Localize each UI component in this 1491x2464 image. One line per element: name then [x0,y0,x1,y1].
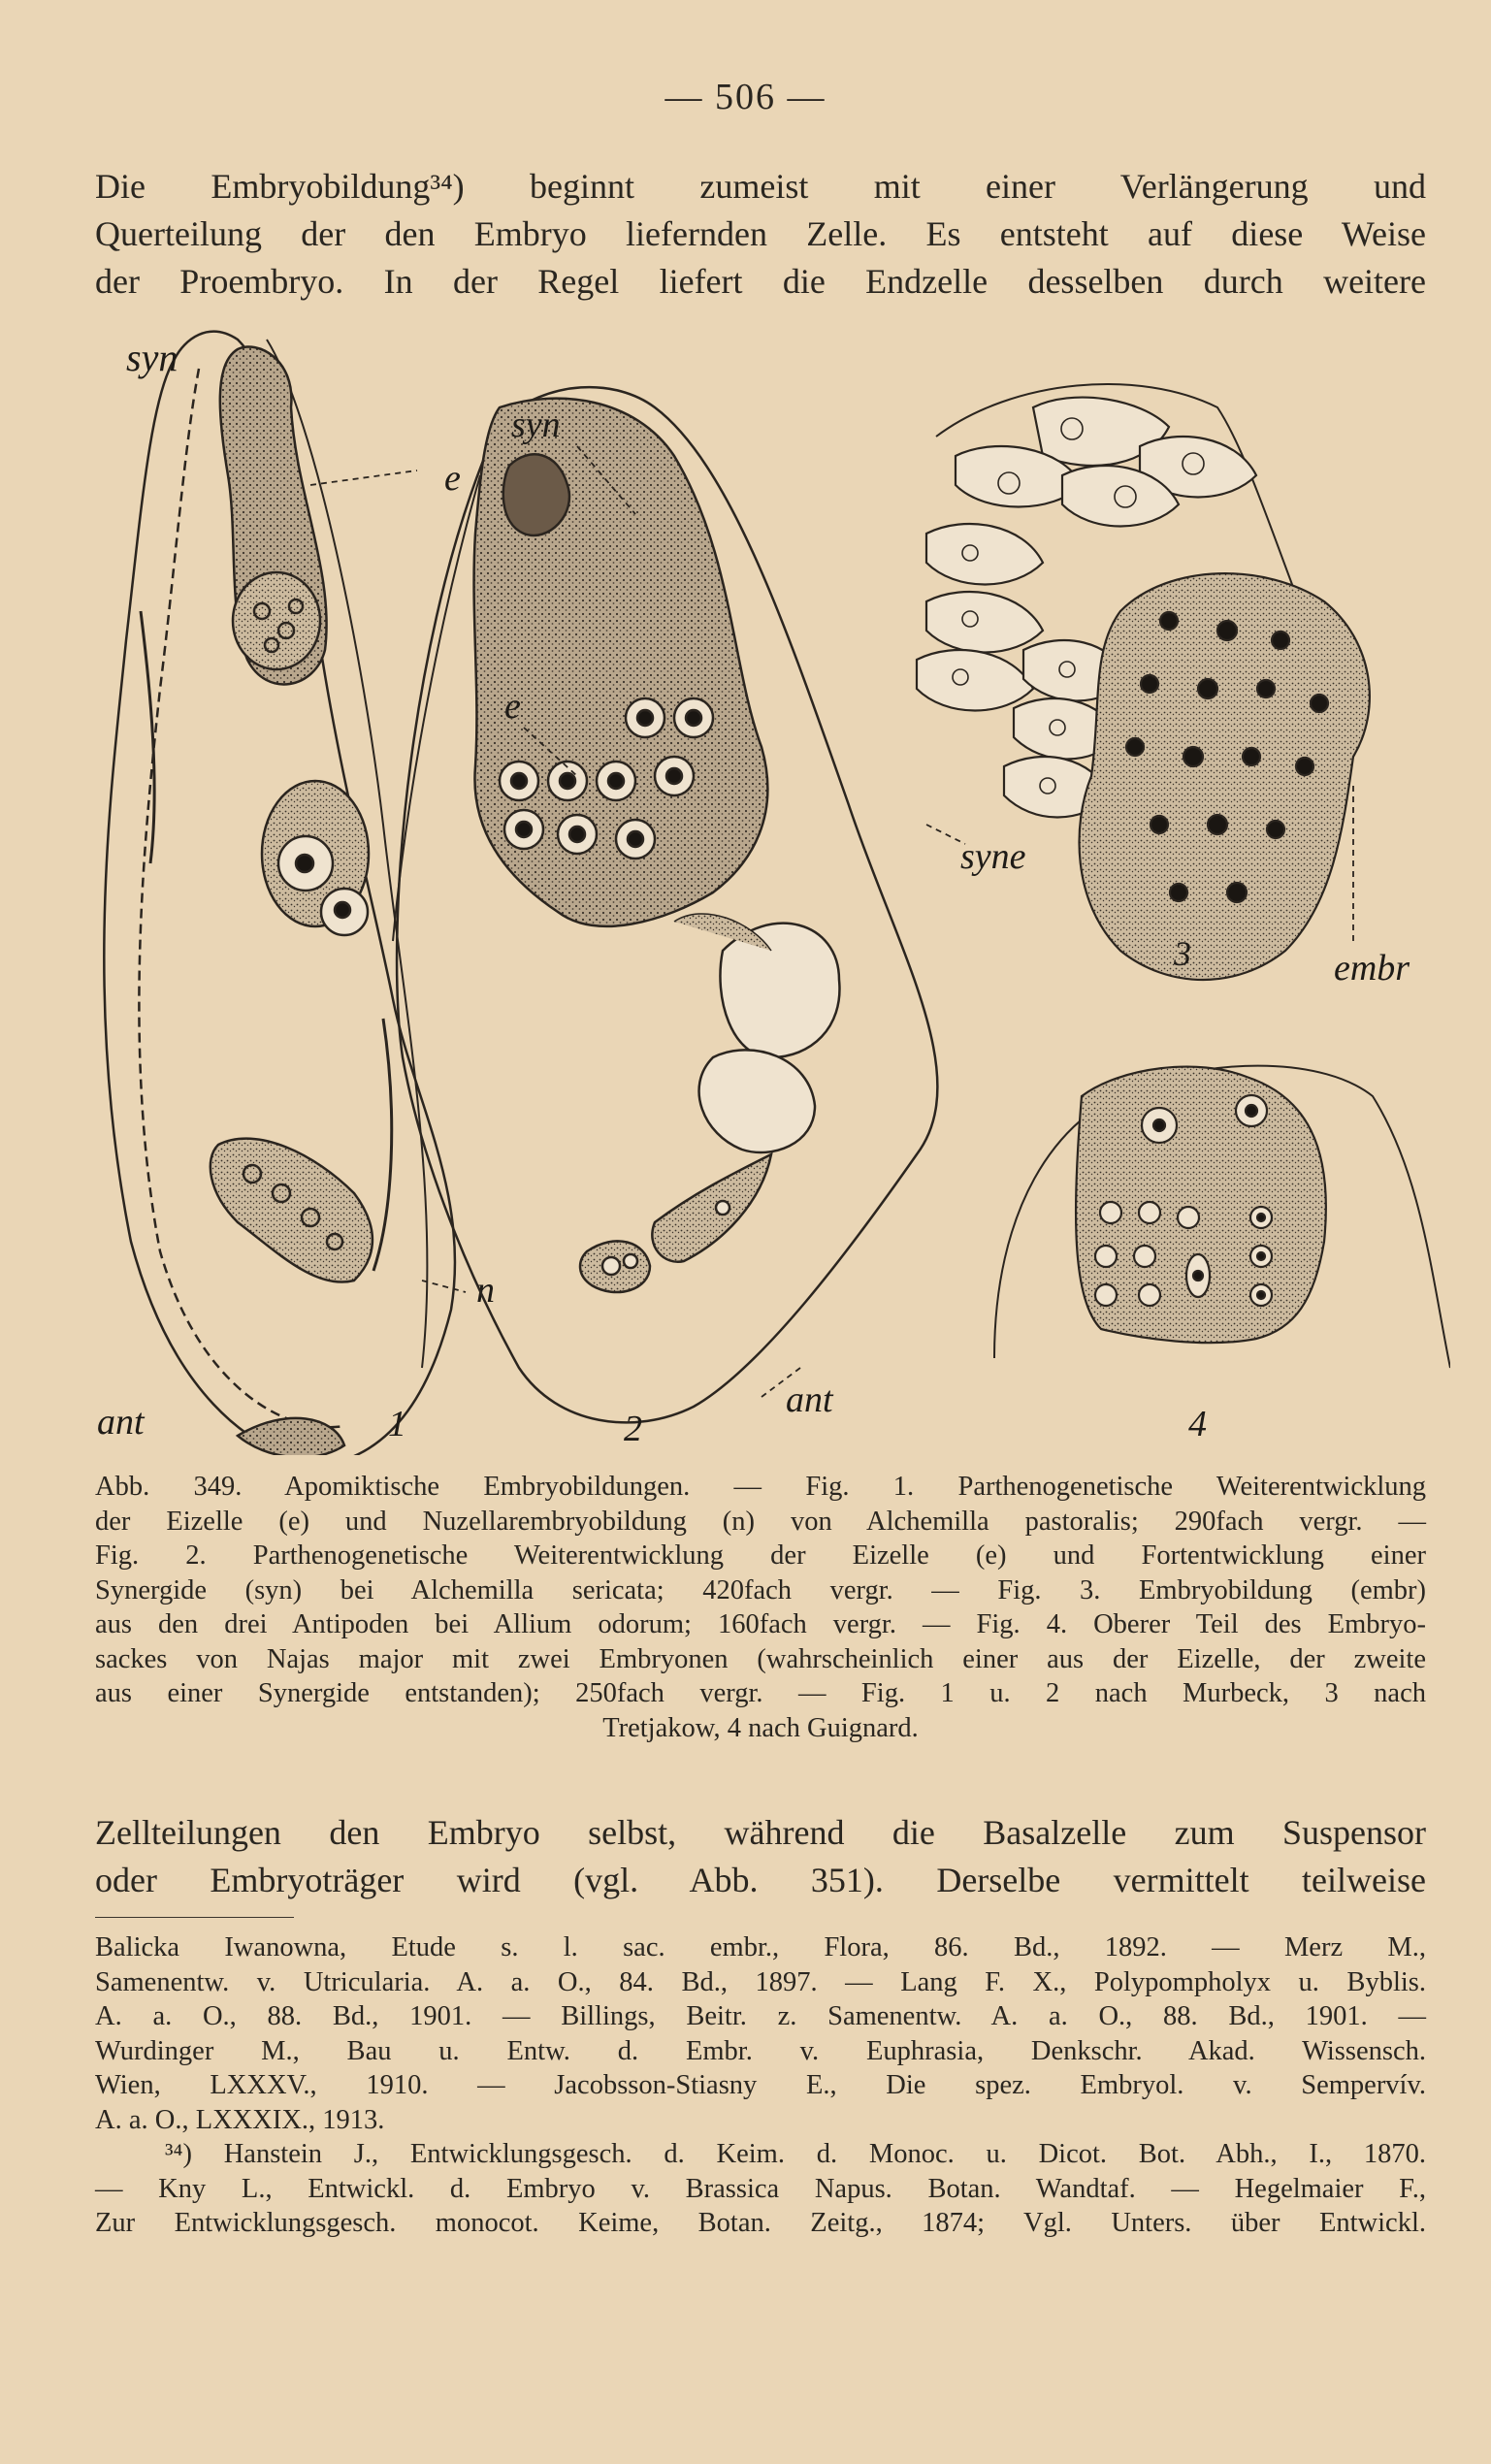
intro-paragraph [95,163,1426,306]
fig1-drawing [104,332,455,1455]
footnote-line: Samenentw. v. Utricularia. A. a. O., 84. Bd., 1897. — Lang F. X., Polypompholyx u. Byblis. [95,1966,1426,1997]
fig1-label-e: e [444,458,461,499]
body-line-1: Zellteilungen den Embryo selbst, während die Basalzelle zum Suspensor [95,1813,1426,1852]
intro-line-1: Die Embryobildung³⁴) beginnt zumeist mit einer Verlängerung und [95,167,1426,206]
footnote-line: Zur Entwicklungsgesch. monocot. Keime, Botan. Zeitg., 1874; Vgl. Unters. über Entwickl. [95,2208,1426,2238]
fig4-label-number: 4 [1188,1404,1207,1444]
caption-line: sackes von Najas major mit zwei Embryonen (wahrscheinlich einer aus der Eizelle, der zweite [95,1643,1426,1674]
footnote-line: Wurdinger M., Bau u. Entw. d. Embr. v. Euphrasia, Denkschr. Akad. Wissensch. [95,2035,1426,2066]
footnote-34-line: ³⁴) Hanstein J., Entwicklungsgesch. d. Keim. d. Monoc. u. Dicot. Bot. Abh., I., 1870. [165,2139,1426,2169]
body-paragraph [95,1809,1426,1904]
fig3-label-number: 3 [1174,934,1191,973]
fig1-label-syn: syn [126,336,178,379]
footnote-line: Wien, LXXXV., 1910. — Jacobsson-Stiasny E., Die spez. Embryol. v. Sempervív. [95,2070,1426,2100]
fig1-label-ant: ant [97,1402,145,1443]
caption-line: Abb. 349. Apomiktische Embryobildungen. — Fig. 1. Parthenogenetische Weiterentwicklung [95,1472,1426,1502]
caption-line: der Eizelle (e) und Nuzellarembryobildung (n) von Alchemilla pastoralis; 290fach vergr. — [95,1506,1426,1537]
footnote-line: A. a. O., LXXXIX., 1913. [95,2104,385,2135]
footnote-rule [95,1917,294,1918]
figure-embryo-illustration [92,320,1450,1455]
page-number: — 506 — [664,77,827,117]
fig2-label-ant: ant [786,1379,833,1420]
caption-line: Fig. 2. Parthenogenetische Weiterentwicklung der Eizelle (e) und Fortentwicklung einer [95,1540,1426,1571]
caption-line: Synergide (syn) bei Alchemilla sericata; 420fach vergr. — Fig. 3. Embryobildung (embr) [95,1574,1426,1605]
caption-line: aus den drei Antipoden bei Allium odorum; 160fach vergr. — Fig. 4. Oberer Teil des Embryo- [95,1609,1426,1639]
footnote-line: — Kny L., Entwickl. d. Embryo v. Brassica Napus. Botan. Wandtaf. — Hegelmaier F., [95,2173,1426,2204]
footnotes [95,1930,1426,2241]
caption-line: Tretjakow, 4 nach Guignard. [602,1712,919,1743]
intro-line-3: der Proembryo. In der Regel liefert die Endzelle desselben durch weitere [95,262,1426,301]
caption-line: aus einer Synergide entstanden); 250fach vergr. — Fig. 1 u. 2 nach Murbeck, 3 nach [95,1678,1426,1708]
fig2-label-e: e [504,686,521,727]
body-line-2: oder Embryoträger wird (vgl. Abb. 351). Derselbe vermittelt teilweise [95,1861,1426,1899]
fig3-drawing [917,384,1370,980]
fig1-label-n: n [476,1270,495,1311]
fig2-label-number: 2 [624,1409,642,1449]
footnote-line: A. a. O., 88. Bd., 1901. — Billings, Beitr. z. Samenentw. A. a. O., 88. Bd., 1901. — [95,2001,1426,2031]
figure-drawing [92,320,1450,1455]
fig3-label-syne: syne [960,836,1026,877]
fig1-label-number: 1 [388,1404,406,1444]
intro-line-2: Querteilung der den Embryo liefernden Zelle. Es entsteht auf diese Weise [95,214,1426,253]
fig3-label-embr: embr [1334,948,1410,989]
footnote-line: Balicka Iwanowna, Etude s. l. sac. embr., Flora, 86. Bd., 1892. — Merz M., [95,1932,1426,1962]
fig2-label-syn: syn [511,405,561,445]
figure-caption [95,1470,1426,1745]
fig2-drawing [393,387,937,1422]
fig4-drawing [994,1066,1450,1368]
